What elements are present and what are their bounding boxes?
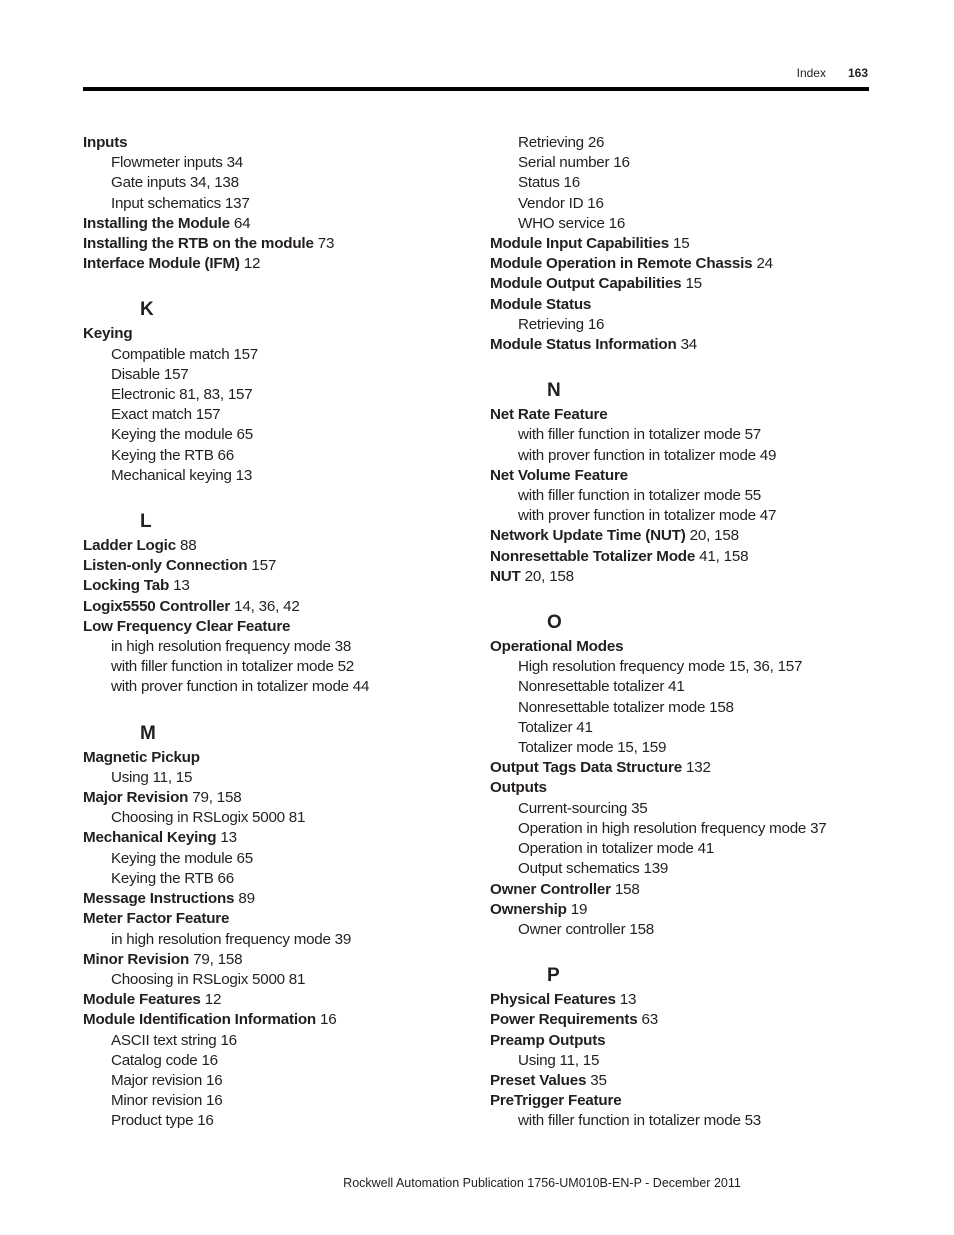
index-subentry: Keying the module 65: [111, 849, 253, 867]
index-page-refs: 12: [243, 255, 261, 273]
index-subentry: Flowmeter inputs 34: [111, 154, 243, 172]
index-entry: [83, 788, 483, 808]
index-subentry: Vendor ID 16: [518, 194, 604, 212]
index-entry: [490, 547, 890, 567]
index-subentry: Current-sourcing 35: [518, 799, 648, 817]
index-subentry: Compatible match 157: [111, 345, 258, 363]
index-term: Ownership: [490, 900, 567, 918]
index-term: Output Tags Data Structure: [490, 759, 682, 777]
index-entry: [490, 526, 890, 546]
index-subentry: Owner controller 158: [518, 920, 654, 938]
index-page-refs: 13: [619, 991, 637, 1009]
index-subentry: Disable 157: [111, 365, 189, 383]
index-term: Message Instructions: [83, 890, 235, 908]
index-term: Module Status: [490, 295, 592, 313]
index-subentry: Totalizer 41: [518, 718, 593, 736]
index-term: Installing the Module: [83, 214, 230, 232]
running-header: [797, 66, 868, 80]
index-term: Physical Features: [490, 991, 616, 1009]
header-rule: [83, 87, 869, 91]
index-term: Ladder Logic: [83, 537, 176, 555]
index-letter-heading: N: [547, 380, 561, 402]
index-term: Listen-only Connection: [83, 557, 248, 575]
index-page-refs: 63: [641, 1011, 659, 1029]
index-letter-heading: M: [140, 722, 156, 744]
index-column-left: [83, 133, 483, 1132]
index-entry: [83, 254, 483, 274]
index-page-refs: 79, 158: [192, 789, 242, 807]
index-term: Major Revision: [83, 789, 189, 807]
index-page-refs: 64: [233, 214, 251, 232]
index-subentry: Exact match 157: [111, 406, 221, 424]
index-letter-heading: P: [547, 965, 560, 987]
index-subentry: Keying the RTB 66: [111, 869, 234, 887]
index-page-refs: 35: [590, 1071, 607, 1089]
index-entry: [490, 637, 890, 657]
index-subentry: Product type 16: [111, 1112, 214, 1130]
index-entry: [83, 234, 483, 254]
index-entry: [490, 567, 890, 587]
index-letter-heading: O: [547, 612, 562, 634]
index-page-refs: 20, 158: [689, 527, 739, 545]
index-page-refs: 15: [672, 235, 690, 253]
index-page-refs: 13: [220, 829, 237, 847]
index-page-refs: 79, 158: [193, 950, 243, 968]
index-entry: [490, 1071, 890, 1091]
index-entry: [83, 748, 483, 768]
index-term: Magnetic Pickup: [83, 748, 200, 766]
index-subentry: Gate inputs 34, 138: [111, 174, 239, 192]
index-term: Net Volume Feature: [490, 466, 628, 484]
index-term: Preamp Outputs: [490, 1031, 606, 1049]
index-page-refs: 19: [570, 900, 588, 918]
index-entry: [83, 990, 483, 1010]
index-term: PreTrigger Feature: [490, 1092, 622, 1110]
index-page-refs: 20, 158: [524, 567, 574, 585]
index-term: Power Requirements: [490, 1011, 638, 1029]
index-letter-heading: L: [140, 511, 152, 533]
index-letter-heading: K: [140, 299, 154, 321]
index-page-refs: 157: [251, 557, 277, 575]
index-subentry: Retrieving 26: [518, 134, 605, 151]
index-page-refs: 41, 158: [699, 547, 749, 565]
index-page-refs: 15: [685, 275, 702, 293]
index-subentry: Using 11, 15: [518, 1051, 600, 1069]
index-page-refs: 88: [179, 537, 197, 555]
index-subentry: with prover function in totalizer mode 44: [111, 678, 370, 696]
index-subentry: Operation in totalizer mode 41: [518, 840, 714, 858]
index-page-refs: 73: [317, 235, 335, 253]
index-entry: [83, 617, 483, 637]
index-entry: [83, 214, 483, 234]
index-term: NUT: [490, 567, 521, 585]
index-term: Installing the RTB on the module: [83, 235, 314, 253]
index-page-refs: 16: [320, 1011, 337, 1029]
index-subentry: Keying the RTB 66: [111, 446, 234, 464]
index-term: Low Frequency Clear Feature: [83, 617, 291, 635]
index-subentry: in high resolution frequency mode 39: [111, 930, 352, 948]
index-subentry: Nonresettable totalizer 41: [518, 678, 685, 696]
index-subentry: Using 11, 15: [111, 768, 193, 786]
index-subentry: Choosing in RSLogix 5000 81: [111, 809, 306, 827]
index-entry: [490, 758, 890, 778]
index-subentry: Output schematics 139: [518, 860, 669, 878]
index-term: Module Status Information: [490, 336, 677, 354]
index-entry: [83, 324, 483, 344]
index-subentry: with prover function in totalizer mode 49: [518, 446, 777, 464]
index-subentry: Minor revision 16: [111, 1092, 223, 1110]
index-term: Module Output Capabilities: [490, 275, 682, 293]
index-page-refs: 34: [680, 336, 698, 354]
index-term: Mechanical Keying: [83, 829, 217, 847]
index-entry: [490, 295, 890, 315]
index-subentry: Keying the module 65: [111, 426, 253, 444]
index-entry: [490, 274, 890, 294]
index-entry: [83, 133, 483, 153]
index-entry: [83, 828, 483, 848]
header-section-title: Index: [796, 66, 826, 80]
index-term: Network Update Time (NUT): [490, 527, 686, 545]
index-page-refs: 89: [238, 890, 255, 908]
index-term: Owner Controller: [490, 880, 611, 898]
index-term: Keying: [83, 325, 133, 343]
index-subentry: Input schematics 137: [111, 194, 250, 212]
index-entry: [490, 778, 890, 798]
index-subentry: Major revision 16: [111, 1071, 223, 1089]
index-entry: [83, 950, 483, 970]
index-subentry: Retrieving 16: [518, 315, 605, 333]
index-term: Inputs: [83, 134, 128, 151]
index-page-refs: 12: [204, 991, 222, 1009]
index-term: Module Features: [83, 991, 201, 1009]
index-subentry: Status 16: [518, 174, 580, 192]
index-entry: [83, 556, 483, 576]
index-term: Logix5550 Controller: [83, 597, 231, 615]
index-entry: [490, 335, 890, 355]
index-page-refs: 158: [614, 880, 640, 898]
index-entry: [490, 1031, 890, 1051]
index-subentry: Operation in high resolution frequency mode 37: [518, 819, 827, 837]
index-entry: [490, 254, 890, 274]
index-term: Outputs: [490, 779, 547, 797]
index-entry: [490, 466, 890, 486]
index-entry: [83, 536, 483, 556]
index-entry: [490, 990, 890, 1010]
index-subentry: in high resolution frequency mode 38: [111, 638, 352, 656]
index-entry: [83, 909, 483, 929]
index-subentry: Serial number 16: [518, 154, 630, 172]
index-entry: [83, 889, 483, 909]
index-subentry: High resolution frequency mode 15, 36, 157: [518, 658, 803, 676]
index-column-right: [490, 133, 890, 1132]
index-entry: [83, 1010, 483, 1030]
index-subentry: with prover function in totalizer mode 47: [518, 507, 777, 525]
index-subentry: with filler function in totalizer mode 55: [518, 487, 761, 505]
index-page-refs: 14, 36, 42: [234, 597, 300, 615]
index-page-refs: 13: [173, 577, 190, 595]
index-term: Module Identification Information: [83, 1011, 317, 1029]
index-entry: [83, 576, 483, 596]
index-subentry: Electronic 81, 83, 157: [111, 386, 253, 404]
index-subentry: with filler function in totalizer mode 52: [111, 658, 354, 676]
index-entry: [490, 1010, 890, 1030]
publication-footer: Rockwell Automation Publication 1756-UM010B-EN-P - December 2011: [343, 1176, 741, 1190]
index-term: Interface Module (IFM): [83, 255, 240, 273]
index-term: Minor Revision: [83, 950, 190, 968]
index-subentry: with filler function in totalizer mode 53: [518, 1112, 761, 1130]
index-term: Meter Factor Feature: [83, 910, 230, 928]
index-subentry: ASCII text string 16: [111, 1031, 237, 1049]
index-subentry: WHO service 16: [518, 214, 626, 232]
index-subentry: Catalog code 16: [111, 1051, 218, 1069]
index-entry: [83, 597, 483, 617]
index-entry: [490, 405, 890, 425]
index-entry: [490, 1091, 890, 1111]
index-entry: [490, 880, 890, 900]
index-term: Module Operation in Remote Chassis: [490, 255, 753, 273]
index-page-refs: 24: [756, 255, 773, 273]
index-entry: [490, 900, 890, 920]
page-number: 163: [847, 66, 868, 80]
index-subentry: with filler function in totalizer mode 57: [518, 426, 761, 444]
index-subentry: Mechanical keying 13: [111, 466, 253, 484]
index-subentry: Totalizer mode 15, 159: [518, 739, 667, 757]
index-term: Module Input Capabilities: [490, 235, 669, 253]
index-term: Net Rate Feature: [490, 406, 608, 424]
index-term: Nonresettable Totalizer Mode: [490, 547, 696, 565]
index-subentry: Choosing in RSLogix 5000 81: [111, 970, 306, 988]
index-page-refs: 132: [686, 759, 711, 777]
index-entry: [490, 234, 890, 254]
index-term: Locking Tab: [83, 577, 170, 595]
index-term: Operational Modes: [490, 638, 624, 656]
index-subentry: Nonresettable totalizer mode 158: [518, 698, 734, 716]
index-term: Preset Values: [490, 1071, 587, 1089]
